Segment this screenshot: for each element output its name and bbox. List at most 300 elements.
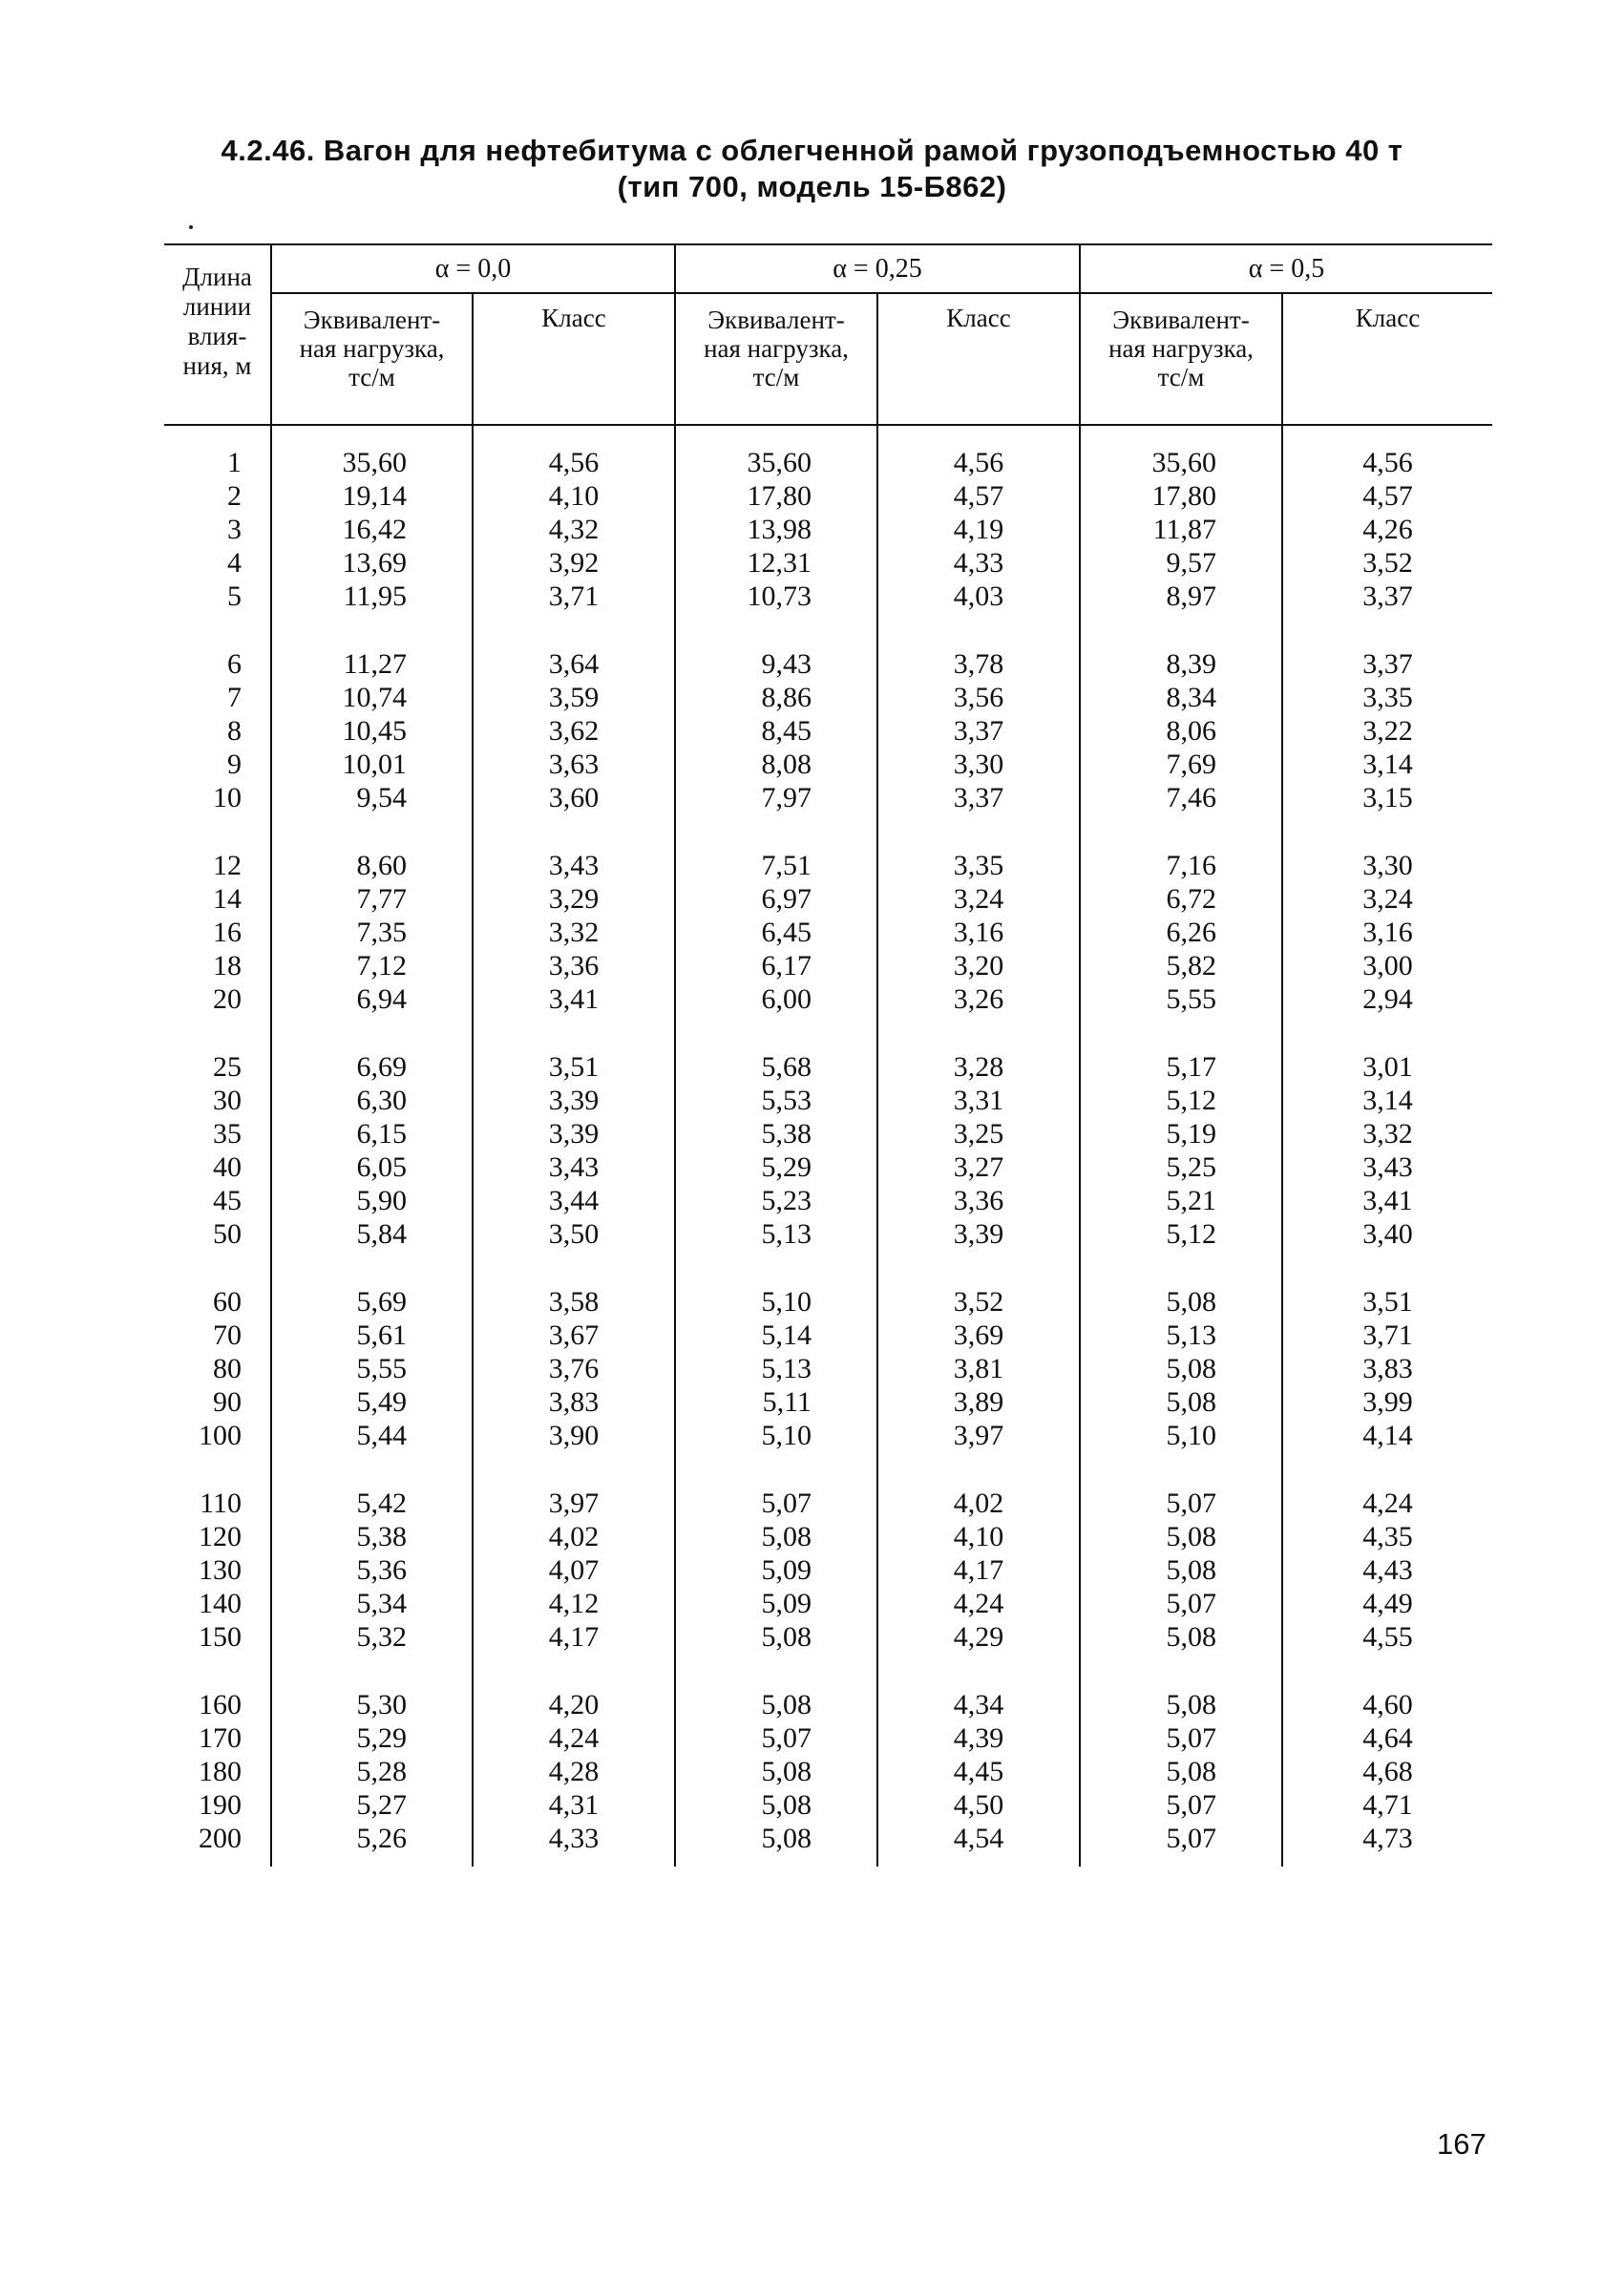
class-cell: 3,31 [877,1084,1080,1117]
class-cell: 3,60 [473,781,675,814]
class-cell: 3,30 [877,748,1080,781]
class-cell: 3,43 [473,849,675,882]
length-cell: 160 [199,1689,242,1720]
load-cell: 11,87 [1080,513,1282,546]
class-cell: 3,15 [1282,781,1492,814]
table-row [164,1755,1492,1788]
load-header-line: ная нагрузка, [1108,334,1254,363]
load-cell: 5,61 [271,1319,473,1352]
load-cell: 5,14 [675,1319,877,1352]
class-cell: 3,16 [877,916,1080,949]
length-cell: 18 [213,950,242,981]
class-cell: 3,36 [877,1184,1080,1217]
table-row [164,1620,1492,1654]
spacer-cell [675,1251,877,1285]
class-cell: 4,24 [473,1721,675,1755]
load-cell: 5,44 [271,1419,473,1452]
load-cell: 5,09 [675,1553,877,1587]
spacer-cell [675,613,877,647]
table-row [164,681,1492,714]
class-cell: 4,02 [877,1487,1080,1520]
class-cell: 3,43 [473,1150,675,1184]
load-cell: 5,08 [1080,1520,1282,1553]
load-cell: 6,97 [675,882,877,916]
class-cell: 3,97 [473,1487,675,1520]
length-cell: 12 [213,850,242,881]
class-cell: 3,56 [877,681,1080,714]
load-cell: 5,08 [1080,1352,1282,1385]
spacer-cell [1080,814,1282,849]
load-cell: 5,07 [1080,1721,1282,1755]
class-cell: 4,33 [473,1822,675,1855]
load-cell: 5,08 [675,1822,877,1855]
load-cell: 6,17 [675,949,877,982]
load-cell: 6,26 [1080,916,1282,949]
load-cell: 5,21 [1080,1184,1282,1217]
class-cell: 3,59 [473,681,675,714]
load-cell: 13,69 [271,546,473,580]
load-cell: 5,13 [675,1352,877,1385]
load-cell: 5,08 [1080,1385,1282,1419]
equivalent-load-header [1080,293,1282,425]
class-cell: 3,78 [877,647,1080,681]
load-cell: 7,97 [675,781,877,814]
load-cell: 5,38 [675,1117,877,1150]
class-cell: 3,28 [877,1050,1080,1084]
class-cell: 4,24 [877,1587,1080,1620]
spacer-cell [877,1016,1080,1050]
load-cell: 5,08 [1080,1755,1282,1788]
class-cell: 3,35 [1282,681,1492,714]
length-cell: 5 [227,580,242,612]
load-cell: 5,17 [1080,1050,1282,1084]
spacer-cell [473,1251,675,1285]
class-cell: 4,56 [473,446,675,479]
class-cell: 3,63 [473,748,675,781]
class-cell: 3,41 [473,982,675,1016]
load-cell: 10,01 [271,748,473,781]
load-cell: 5,11 [675,1385,877,1419]
load-header-line: тс/м [1157,363,1205,391]
class-cell: 4,31 [473,1788,675,1822]
load-cell: 5,34 [271,1587,473,1620]
length-cell: 20 [213,983,242,1015]
class-header: Класс [1282,293,1492,425]
load-cell: 8,06 [1080,714,1282,748]
class-cell: 3,30 [1282,849,1492,882]
table-row [164,748,1492,781]
spacer-cell [877,1855,1080,1867]
load-cell: 5,55 [271,1352,473,1385]
table-row [164,1419,1492,1452]
load-cell: 5,25 [1080,1150,1282,1184]
load-cell: 7,77 [271,882,473,916]
class-cell: 3,29 [473,882,675,916]
table-row [164,916,1492,949]
length-cell: 60 [213,1286,242,1318]
load-cell: 8,34 [1080,681,1282,714]
length-cell: 30 [213,1085,242,1116]
load-cell: 35,60 [271,446,473,479]
class-cell: 4,24 [1282,1487,1492,1520]
class-cell: 4,39 [877,1721,1080,1755]
class-cell: 3,20 [877,949,1080,982]
table-row [164,546,1492,580]
table-row [164,882,1492,916]
spacer-cell [1282,1251,1492,1285]
class-cell: 3,90 [473,1419,675,1452]
length-header-line: Длина [182,263,252,291]
load-cell: 35,60 [1080,446,1282,479]
load-cell: 10,74 [271,681,473,714]
table-row [164,1822,1492,1855]
load-cell: 6,15 [271,1117,473,1150]
load-cell: 5,08 [1080,1620,1282,1654]
class-cell: 3,97 [877,1419,1080,1452]
load-cell: 9,54 [271,781,473,814]
load-cell: 35,60 [675,446,877,479]
class-cell: 3,27 [877,1150,1080,1184]
load-cell: 11,95 [271,580,473,613]
load-cell: 5,27 [271,1788,473,1822]
load-cell: 5,90 [271,1184,473,1217]
class-cell: 3,50 [473,1217,675,1251]
table-row [164,1788,1492,1822]
class-cell: 4,07 [473,1553,675,1587]
class-cell: 4,02 [473,1520,675,1553]
load-class-table [164,243,1492,1867]
load-header-line: тс/м [348,363,395,391]
class-cell: 3,37 [877,714,1080,748]
load-cell: 5,38 [271,1520,473,1553]
spacer-cell [164,1251,271,1285]
spacer-cell [1080,425,1282,446]
length-cell: 120 [199,1521,242,1552]
spacer-cell [473,613,675,647]
class-cell: 3,39 [473,1117,675,1150]
spacer-cell [1080,1452,1282,1487]
length-cell: 16 [213,917,242,948]
load-cell: 5,53 [675,1084,877,1117]
class-cell: 4,45 [877,1755,1080,1788]
class-cell: 3,89 [877,1385,1080,1419]
load-cell: 7,46 [1080,781,1282,814]
table-row [164,446,1492,479]
load-cell: 5,26 [271,1822,473,1855]
class-cell: 4,28 [473,1755,675,1788]
spacer-cell [1282,1452,1492,1487]
spacer-cell [675,1855,877,1867]
length-cell: 110 [200,1488,242,1519]
class-cell: 3,40 [1282,1217,1492,1251]
length-cell: 10 [213,782,242,813]
load-cell: 19,14 [271,479,473,513]
class-cell: 3,14 [1282,1084,1492,1117]
class-cell: 3,64 [473,647,675,681]
spacer-cell [271,1251,473,1285]
page-number: 167 [1437,2127,1487,2161]
spacer-cell [1282,814,1492,849]
load-header-line: Эквивалент- [1112,306,1250,334]
class-cell: 3,37 [1282,580,1492,613]
spacer-cell [271,1855,473,1867]
load-cell: 5,10 [1080,1419,1282,1452]
length-cell: 90 [213,1386,242,1418]
spacer-cell [473,1855,675,1867]
table-row [164,1352,1492,1385]
length-cell: 2 [227,480,242,512]
load-cell: 5,08 [675,1788,877,1822]
load-cell: 6,45 [675,916,877,949]
class-cell: 3,32 [473,916,675,949]
class-cell: 4,12 [473,1587,675,1620]
spacer-cell [675,1654,877,1688]
length-cell: 150 [199,1621,242,1653]
load-cell: 7,12 [271,949,473,982]
length-cell: 45 [213,1185,242,1216]
load-cell: 5,23 [675,1184,877,1217]
length-cell: 130 [199,1554,242,1586]
load-cell: 5,69 [271,1285,473,1319]
class-cell: 4,68 [1282,1755,1492,1788]
length-cell: 190 [199,1789,242,1821]
table-row [164,513,1492,546]
table-row [164,982,1492,1016]
load-cell: 5,10 [675,1285,877,1319]
spacer-cell [271,613,473,647]
load-cell: 5,28 [271,1755,473,1788]
class-cell: 3,41 [1282,1184,1492,1217]
spacer-cell [877,613,1080,647]
load-cell: 6,69 [271,1050,473,1084]
length-cell: 70 [213,1319,242,1351]
load-cell: 7,51 [675,849,877,882]
load-cell: 6,05 [271,1150,473,1184]
class-cell: 3,35 [877,849,1080,882]
load-cell: 5,49 [271,1385,473,1419]
length-cell: 200 [199,1823,242,1854]
class-cell: 4,10 [877,1520,1080,1553]
load-cell: 5,07 [675,1487,877,1520]
load-cell: 7,35 [271,916,473,949]
spacer-cell [1282,425,1492,446]
spacer-cell [473,425,675,446]
length-header-line: линии [182,292,252,321]
load-cell: 6,30 [271,1084,473,1117]
load-cell: 5,42 [271,1487,473,1520]
class-cell: 4,10 [473,479,675,513]
class-cell: 4,71 [1282,1788,1492,1822]
class-cell: 4,33 [877,546,1080,580]
class-cell: 4,73 [1282,1822,1492,1855]
spacer-cell [473,1654,675,1688]
length-header [164,244,271,425]
class-cell: 4,17 [473,1620,675,1654]
load-cell: 5,32 [271,1620,473,1654]
length-cell: 170 [199,1722,242,1754]
class-cell: 3,71 [473,580,675,613]
length-cell: 14 [213,883,242,915]
class-cell: 3,37 [1282,647,1492,681]
class-cell: 3,24 [1282,882,1492,916]
load-cell: 5,09 [675,1587,877,1620]
load-cell: 5,07 [1080,1487,1282,1520]
class-cell: 3,39 [473,1084,675,1117]
load-cell: 13,98 [675,513,877,546]
load-cell: 17,80 [1080,479,1282,513]
load-cell: 8,60 [271,849,473,882]
spacer-cell [1282,1016,1492,1050]
class-cell: 4,14 [1282,1419,1492,1452]
spacer-cell [164,613,271,647]
class-cell: 3,01 [1282,1050,1492,1084]
length-cell: 1 [227,447,242,478]
length-cell: 40 [213,1151,242,1183]
page-subtitle: (тип 700, модель 15-Б862) [617,170,1007,203]
spacer-cell [675,425,877,446]
load-cell: 5,08 [675,1520,877,1553]
table-row [164,1319,1492,1352]
load-cell: 6,00 [675,982,877,1016]
class-cell: 4,64 [1282,1721,1492,1755]
table-row [164,781,1492,814]
spacer-cell [877,1251,1080,1285]
load-cell: 5,84 [271,1217,473,1251]
class-cell: 4,03 [877,580,1080,613]
table-row [164,1520,1492,1553]
class-cell: 3,52 [877,1285,1080,1319]
class-cell: 3,00 [1282,949,1492,982]
load-cell: 5,08 [675,1688,877,1721]
load-cell: 5,07 [1080,1587,1282,1620]
length-cell: 7 [227,682,242,713]
length-cell: 180 [199,1756,242,1787]
load-cell: 8,39 [1080,647,1282,681]
spacer-cell [1282,1855,1492,1867]
table-row [164,1553,1492,1587]
length-cell: 50 [213,1218,242,1250]
load-cell: 5,08 [1080,1553,1282,1587]
load-cell: 8,45 [675,714,877,748]
load-cell: 8,97 [1080,580,1282,613]
table-body [164,425,1492,1867]
table-row [164,1150,1492,1184]
table-row [164,1688,1492,1721]
spacer-cell [877,425,1080,446]
load-cell: 5,07 [1080,1788,1282,1822]
class-cell: 4,55 [1282,1620,1492,1654]
class-cell: 4,56 [877,446,1080,479]
spacer-cell [473,814,675,849]
class-cell: 3,76 [473,1352,675,1385]
load-cell: 5,13 [1080,1319,1282,1352]
spacer-cell [271,814,473,849]
class-cell: 3,92 [473,546,675,580]
load-cell: 12,31 [675,546,877,580]
spacer-cell [164,1452,271,1487]
table-row [164,949,1492,982]
spacer-cell [164,1855,271,1867]
load-cell: 5,08 [1080,1688,1282,1721]
load-cell: 17,80 [675,479,877,513]
length-cell: 35 [213,1118,242,1150]
load-header-line: ная нагрузка, [704,334,849,363]
spacer-cell [164,1016,271,1050]
alpha-group-header: α = 0,25 [675,244,1080,293]
stray-mark [189,225,193,229]
load-cell: 5,82 [1080,949,1282,982]
table-row [164,1117,1492,1150]
table-row [164,479,1492,513]
class-header: Класс [473,293,675,425]
spacer-cell [877,1654,1080,1688]
class-cell: 4,60 [1282,1688,1492,1721]
spacer-cell [473,1016,675,1050]
class-cell: 3,51 [1282,1285,1492,1319]
load-header-line: тс/м [752,363,800,391]
class-cell: 3,25 [877,1117,1080,1150]
class-cell: 4,57 [1282,479,1492,513]
length-cell: 6 [227,648,242,680]
load-cell: 8,86 [675,681,877,714]
spacer-cell [1080,1654,1282,1688]
load-cell: 9,57 [1080,546,1282,580]
load-cell: 5,07 [675,1721,877,1755]
table-row [164,1487,1492,1520]
load-cell: 11,27 [271,647,473,681]
load-cell: 5,13 [675,1217,877,1251]
load-cell: 7,69 [1080,748,1282,781]
class-cell: 3,62 [473,714,675,748]
class-cell: 3,14 [1282,748,1492,781]
class-cell: 4,35 [1282,1520,1492,1553]
spacer-cell [675,1452,877,1487]
class-cell: 3,51 [473,1050,675,1084]
class-cell: 4,49 [1282,1587,1492,1620]
table-row [164,1385,1492,1419]
class-cell: 4,29 [877,1620,1080,1654]
table-row [164,580,1492,613]
length-cell: 25 [213,1051,242,1083]
load-cell: 5,30 [271,1688,473,1721]
spacer-cell [1080,1016,1282,1050]
load-cell: 5,55 [1080,982,1282,1016]
class-cell: 3,39 [877,1217,1080,1251]
class-header: Класс [877,293,1080,425]
class-cell: 3,83 [473,1385,675,1419]
class-cell: 4,50 [877,1788,1080,1822]
class-cell: 3,69 [877,1319,1080,1352]
length-cell: 4 [227,547,242,579]
load-cell: 5,29 [675,1150,877,1184]
load-cell: 10,73 [675,580,877,613]
spacer-cell [164,814,271,849]
spacer-cell [164,425,271,446]
spacer-cell [1282,613,1492,647]
spacer-cell [675,814,877,849]
class-cell: 3,22 [1282,714,1492,748]
length-header-line: влия- [187,322,247,350]
length-cell: 80 [213,1353,242,1384]
table-row [164,1217,1492,1251]
table-row [164,714,1492,748]
class-cell: 4,56 [1282,446,1492,479]
table-row [164,849,1492,882]
table-row [164,1184,1492,1217]
class-cell: 3,83 [1282,1352,1492,1385]
spacer-cell [877,1452,1080,1487]
load-cell: 7,16 [1080,849,1282,882]
